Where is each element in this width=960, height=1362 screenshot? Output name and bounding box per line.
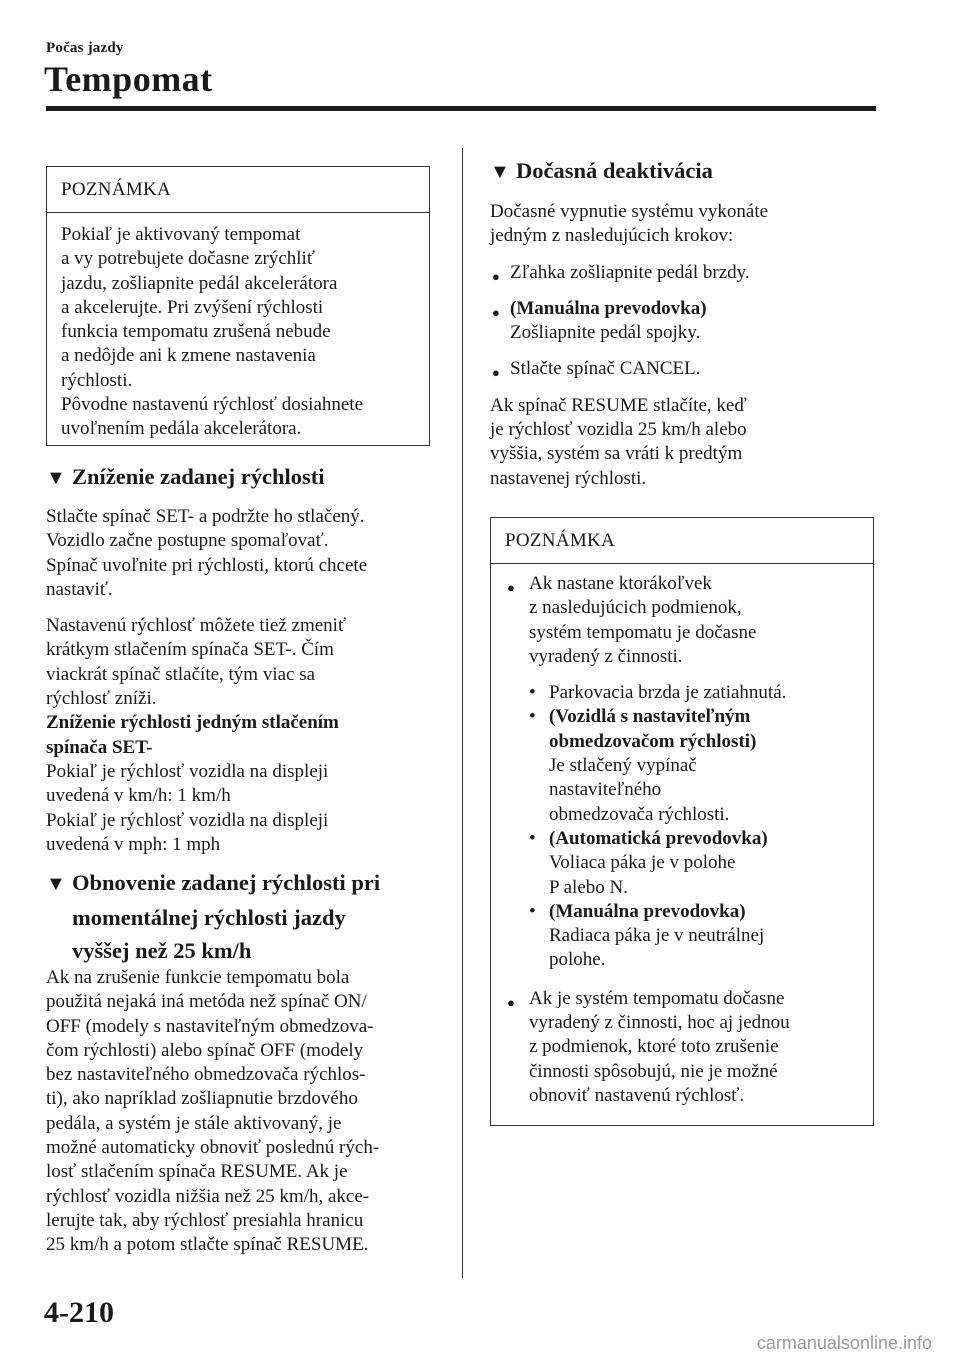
sub-list-item-text: Je stlačený vypínač — [549, 755, 697, 777]
sub-list-item-bold: (Vozidlá s nastaviteľným — [549, 706, 751, 728]
list-item-text: systém tempomatu je dočasne — [529, 621, 757, 643]
sub-list-item-text: polohe. — [549, 949, 606, 971]
list-item-text: činnosti spôsobujú, nie je možné — [529, 1060, 778, 1082]
text-line: bez nastaviteľného obmedzovača rýchlos- — [46, 1064, 366, 1086]
text-line: jedným z nasledujúcich krokov: — [490, 225, 734, 247]
text-line: Vozidlo začne postupne spomaľovať. — [46, 530, 329, 552]
sub-list-item-text: obmedzovača rýchlosti. — [549, 803, 730, 825]
note-line: funkcia tempomatu zrušená nebude — [61, 321, 331, 343]
list-item-text: vyradený z činnosti. — [529, 645, 683, 667]
text-line: Spínač uvoľnite pri rýchlosti, ktorú chcete — [46, 554, 368, 576]
text-line: pedála, a systém je stále aktivovaný, je — [46, 1112, 342, 1134]
sub-list-item-text: Radiaca páka je v neutrálnej — [549, 925, 765, 947]
sub-list-item-text: nastaviteľného — [549, 779, 662, 801]
note-body — [47, 213, 429, 452]
note-line: a nedôjde ani k zmene nastavenia — [61, 345, 316, 367]
text-line: Ak na zrušenie funkcie tempomatu bola — [46, 967, 350, 988]
text-line: uvedená v km/h: 1 km/h — [46, 785, 231, 807]
text-line: viackrát spínač stlačíte, tým viac sa — [46, 663, 316, 685]
bold-line: spínača SET- — [46, 736, 153, 758]
text-line: možné automaticky obnoviť poslednú rých- — [46, 1137, 380, 1159]
header-rule — [46, 106, 876, 111]
heading-temporary-deactivation — [490, 154, 880, 189]
temporary-deactivation-text — [490, 200, 880, 491]
note-line: Pôvodne nastavenú rýchlosť dosiahnete — [61, 394, 364, 416]
watermark: carmanualsonline.info — [756, 1333, 932, 1353]
list-item-text: Ak nastane ktorákoľvek — [529, 573, 712, 594]
list-item-bold: (Manuálna prevodovka) — [510, 297, 707, 319]
text-line: čom rýchlosti) alebo spínač OFF (modely — [46, 1039, 364, 1061]
triangle-icon: ▼ — [490, 161, 510, 183]
sub-bullet-icon: • — [529, 827, 536, 849]
sub-list-item-bold: (Manuálna prevodovka) — [549, 900, 746, 922]
note-box-left — [46, 166, 430, 446]
chapter-title: Tempomat — [44, 59, 213, 99]
sub-bullet-icon: • — [529, 706, 536, 728]
list-item-text: Zošliapnite pedál spojky. — [510, 322, 701, 344]
text-line: Dočasné vypnutie systému vykonáte — [490, 201, 769, 222]
sub-list-item-bold: obmedzovačom rýchlosti) — [549, 730, 757, 752]
bullet-icon: ● — [507, 994, 515, 1010]
sub-list-item-text: P alebo N. — [549, 876, 628, 898]
note-box-right — [490, 517, 874, 1126]
text-line: Pokiaľ je rýchlosť vozidla na displeji — [46, 760, 329, 782]
list-item-text: Ak je systém tempomatu dočasne — [529, 987, 785, 1009]
sub-list-item-bold: (Automatická prevodovka) — [549, 827, 768, 849]
text-line: je rýchlosť vozidla 25 km/h alebo — [490, 419, 747, 441]
text-line: použitá nejaká iná metóda než spínač ON/ — [46, 991, 367, 1013]
text-line: krátkym stlačením spínača SET-. Čím — [46, 639, 334, 661]
list-item-text: Zľahka zošliapnite pedál brzdy. — [510, 261, 750, 283]
heading-text: momentálnej rýchlosti jazdy — [72, 905, 346, 930]
page-number: 4-210 — [44, 1296, 114, 1329]
triangle-icon: ▼ — [46, 873, 66, 895]
list-item-text: z nasledujúcich podmienok, — [529, 597, 742, 619]
note-line: Pokiaľ je aktivovaný tempomat — [61, 224, 301, 245]
text-line: uvedená v mph: 1 mph — [46, 833, 221, 855]
note-body — [491, 564, 873, 1118]
text-line: 25 km/h a potom stlačte spínač RESUME. — [46, 1234, 369, 1256]
note-label: POZNÁMKA — [491, 518, 873, 564]
note-label: POZNÁMKA — [47, 167, 429, 213]
sub-list-item — [529, 705, 859, 826]
heading-text: Obnovenie zadanej rýchlosti pri — [72, 870, 381, 895]
text-line: Nastavenú rýchlosť môžete tiež zmeniť — [46, 615, 347, 637]
text-line: ti), ako napríklad zošliapnutie brzdového — [46, 1088, 358, 1110]
list-item — [490, 261, 880, 285]
sub-list-item-text: Voliaca páka je v polohe — [549, 852, 736, 874]
text-line: nastaviť. — [46, 578, 113, 600]
heading-text: vyššej než 25 km/h — [72, 938, 252, 963]
text-line: losť stlačením spínača RESUME. Ak je — [46, 1161, 348, 1183]
sub-list-item-text: Parkovacia brzda je zatiahnutá. — [549, 682, 787, 704]
text-line: lerujte tak, aby rýchlosť presiahla hranicu — [46, 1209, 364, 1231]
note-line: jazdu, zošliapnite pedál akcelerátora — [61, 272, 338, 294]
list-item-text: vyradený z činnosti, hoc aj jednou — [529, 1012, 790, 1034]
text-line: rýchlosť zníži. — [46, 688, 157, 710]
list-item-text: obnoviť nastavenú rýchlosť. — [529, 1084, 745, 1106]
text-line: Pokiaľ je rýchlosť vozidla na displeji — [46, 809, 329, 831]
list-item — [505, 987, 859, 1108]
list-item-text: Stlačte spínač CANCEL. — [510, 358, 701, 380]
note-line: a vy potrebujete dočasne zrýchliť — [61, 248, 315, 270]
section-label: Počas jazdy — [46, 40, 124, 56]
note-line: a akcelerujte. Pri zvýšení rýchlosti — [61, 296, 324, 318]
sub-list-item — [529, 900, 859, 973]
list-item-text: z podmienok, ktoré toto zrušenie — [529, 1036, 779, 1058]
sub-list-item — [529, 681, 859, 705]
list-item — [505, 572, 859, 973]
sub-bullet-icon: • — [529, 900, 536, 922]
text-line: vyššia, systém sa vráti k predtým — [490, 443, 743, 465]
heading-resume-speed — [46, 866, 456, 967]
text-line: Ak spínač RESUME stlačíte, keď — [490, 394, 747, 416]
bold-line: Zníženie rýchlosti jedným stlačením — [46, 712, 339, 734]
heading-text: Zníženie zadanej rýchlosti — [72, 464, 325, 489]
reduce-speed-text — [46, 505, 446, 857]
text-line: OFF (modely s nastaviteľným obmedzova- — [46, 1015, 374, 1037]
note-line: uvoľnením pedála akcelerátora. — [61, 418, 302, 440]
sub-list-item — [529, 827, 859, 900]
heading-text: Dočasná deaktivácia — [516, 158, 713, 183]
text-line: nastavenej rýchlosti. — [490, 467, 647, 489]
note-line: rýchlosti. — [61, 369, 133, 391]
bullet-icon: ● — [492, 365, 500, 381]
bullet-icon: ● — [507, 580, 515, 595]
resume-speed-text — [46, 966, 456, 1258]
sub-bullet-icon: • — [529, 682, 536, 704]
text-line: Stlačte spínač SET- a podržte ho stlačený. — [46, 506, 365, 527]
list-item — [490, 357, 880, 381]
bullet-icon: ● — [492, 304, 500, 320]
list-item — [490, 297, 880, 346]
triangle-icon: ▼ — [46, 467, 66, 489]
text-line: rýchlosť vozidla nižšia než 25 km/h, akce- — [46, 1185, 370, 1207]
column-divider — [462, 148, 463, 1278]
heading-reduce-speed — [46, 460, 446, 495]
bullet-icon: ● — [492, 268, 500, 284]
